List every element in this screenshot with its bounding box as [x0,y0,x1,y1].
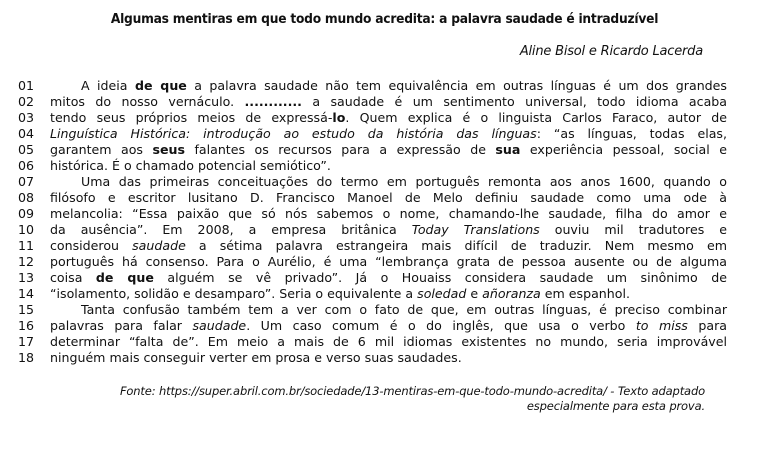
text-segment: coisa [50,270,96,285]
text-segment: Tanta confusão também tem a ver com o fato de que, em outras línguas, é preciso combinar [81,302,727,317]
line-text [50,254,727,270]
line-number: 18 [18,350,35,365]
italic-text: saudade [132,238,186,253]
text-segment: para [687,318,727,333]
text-segment: histórica. É o chamado potencial semiótico”. [50,158,331,173]
bold-text: de que [134,78,187,93]
line-text [50,334,727,350]
line-text [50,94,727,110]
line-number: 16 [18,318,35,333]
line-text [50,238,727,254]
bold-text: ............ [244,94,302,109]
text-segment: tendo seus próprios meios de expressá- [50,110,333,125]
text-segment: ninguém mais conseguir verter em prosa e verso suas saudades. [50,350,462,365]
italic-text: añoranza [482,286,541,301]
text-body [18,78,728,366]
text-segment: Uma das primeiras conceituações do termo em português remonta aos anos 1600, quando o [81,174,727,189]
text-segment: a saudade é um sentimento universal, todo idioma acaba [301,94,727,109]
text-segment: ouviu mil tradutores e [539,222,728,237]
text-line [18,270,727,286]
text-segment: . Quem explica é o linguista Carlos Faraco, autor de [345,110,727,125]
text-segment: . Um caso comum é o do inglês, que usa o verbo [246,318,636,333]
line-number: 02 [18,94,35,109]
text-segment: A ideia [81,78,135,93]
line-number: 14 [18,286,35,301]
text-line [18,206,727,222]
text-line [18,254,727,270]
text-segment: : “as línguas, todas elas, [536,126,727,141]
text-segment: e [466,286,483,301]
text-segment: português há consenso. Para o Aurélio, é uma “lembrança grata de pessoa ausente ou de alguma [50,254,727,269]
line-number: 09 [18,206,35,221]
text-line [18,110,727,126]
line-text [50,302,727,318]
text-line [18,158,710,174]
text-segment: melancolia: “Essa paixão que só nós sabemos o nome, chamando-lhe saudade, filha do amor e [50,206,727,221]
text-line [18,190,727,206]
line-text [50,190,727,206]
line-number: 08 [18,190,35,205]
italic-text: Linguística Histórica: introdução ao estudo da história das línguas [50,126,537,141]
text-line [18,334,727,350]
italic-text: soledad [417,286,467,301]
text-segment: alguém se vê privado”. Já o Houaiss considera saudade um sinônimo de [153,270,727,285]
text-segment: “isolamento, solidão e desamparo”. Seria o equivalente a [50,286,418,301]
text-segment: determinar “falta de”. Em meio a mais de 6 mil idiomas existentes no mundo, seria improvável [50,334,727,349]
line-number: 13 [18,270,35,285]
line-text [50,174,727,190]
bold-text: seus [152,142,185,157]
text-segment: mitos do nosso vernáculo. [50,94,245,109]
line-text [50,110,727,126]
document-title: Algumas mentiras em que todo mundo acredita: a palavra saudade é intraduzível [110,12,659,27]
text-segment: da ausência”. Em 2008, a empresa britânica [50,222,412,237]
text-line [18,350,710,366]
source-line-1: Fonte: https://super.abril.com.br/sociedade/13-mentiras-em-que-todo-mundo-acredita/ - Texto adaptado [119,384,705,398]
text-line [18,318,727,334]
line-number: 15 [18,302,35,317]
text-line [18,302,727,318]
line-number: 04 [18,126,35,141]
line-text [50,222,727,238]
source-citation [120,384,705,414]
line-number: 05 [18,142,35,157]
line-text [50,270,727,286]
line-text [50,286,727,302]
text-line [18,126,727,142]
italic-text: saudade [192,318,247,333]
text-segment: experiência pessoal, social e [520,142,727,157]
text-segment: considerou [50,238,133,253]
line-number: 11 [18,238,35,253]
text-segment: falantes os recursos para a expressão de [184,142,496,157]
line-text [50,126,727,142]
line-text [50,206,727,222]
source-line-2: especialmente para esta prova. [526,399,705,413]
italic-text: Today Translations [411,222,540,237]
text-line [18,222,728,238]
text-segment: palavras para falar [50,318,193,333]
line-number: 03 [18,110,35,125]
text-segment: garantem aos [50,142,153,157]
line-number: 01 [18,78,35,93]
text-line [18,78,727,94]
text-segment: filósofo e escritor lusitano D. Francisco Manoel de Melo definiu saudade como uma ode à [50,190,727,205]
text-line [18,142,727,158]
author-line: Aline Bisol e Ricardo Lacerda [519,44,703,59]
text-segment: em espanhol. [540,286,630,301]
line-number: 07 [18,174,35,189]
line-number: 17 [18,334,35,349]
bold-text: sua [495,142,521,157]
text-line [18,94,727,110]
line-text [50,142,727,158]
line-text [50,78,727,94]
line-text [50,318,727,334]
line-text [50,350,727,366]
text-line [18,174,727,190]
bold-text: de que [95,270,154,285]
text-segment: a sétima palavra estrangeira mais difícil de traduzir. Nem mesmo em [185,238,727,253]
line-number: 10 [18,222,35,237]
italic-text: to miss [635,318,688,333]
line-text [50,158,727,174]
text-line [18,286,710,302]
text-segment: a palavra saudade não tem equivalência em outras línguas é um dos grandes [186,78,727,93]
bold-text: lo [332,110,346,125]
line-number: 12 [18,254,35,269]
text-line [18,238,727,254]
line-number: 06 [18,158,35,173]
